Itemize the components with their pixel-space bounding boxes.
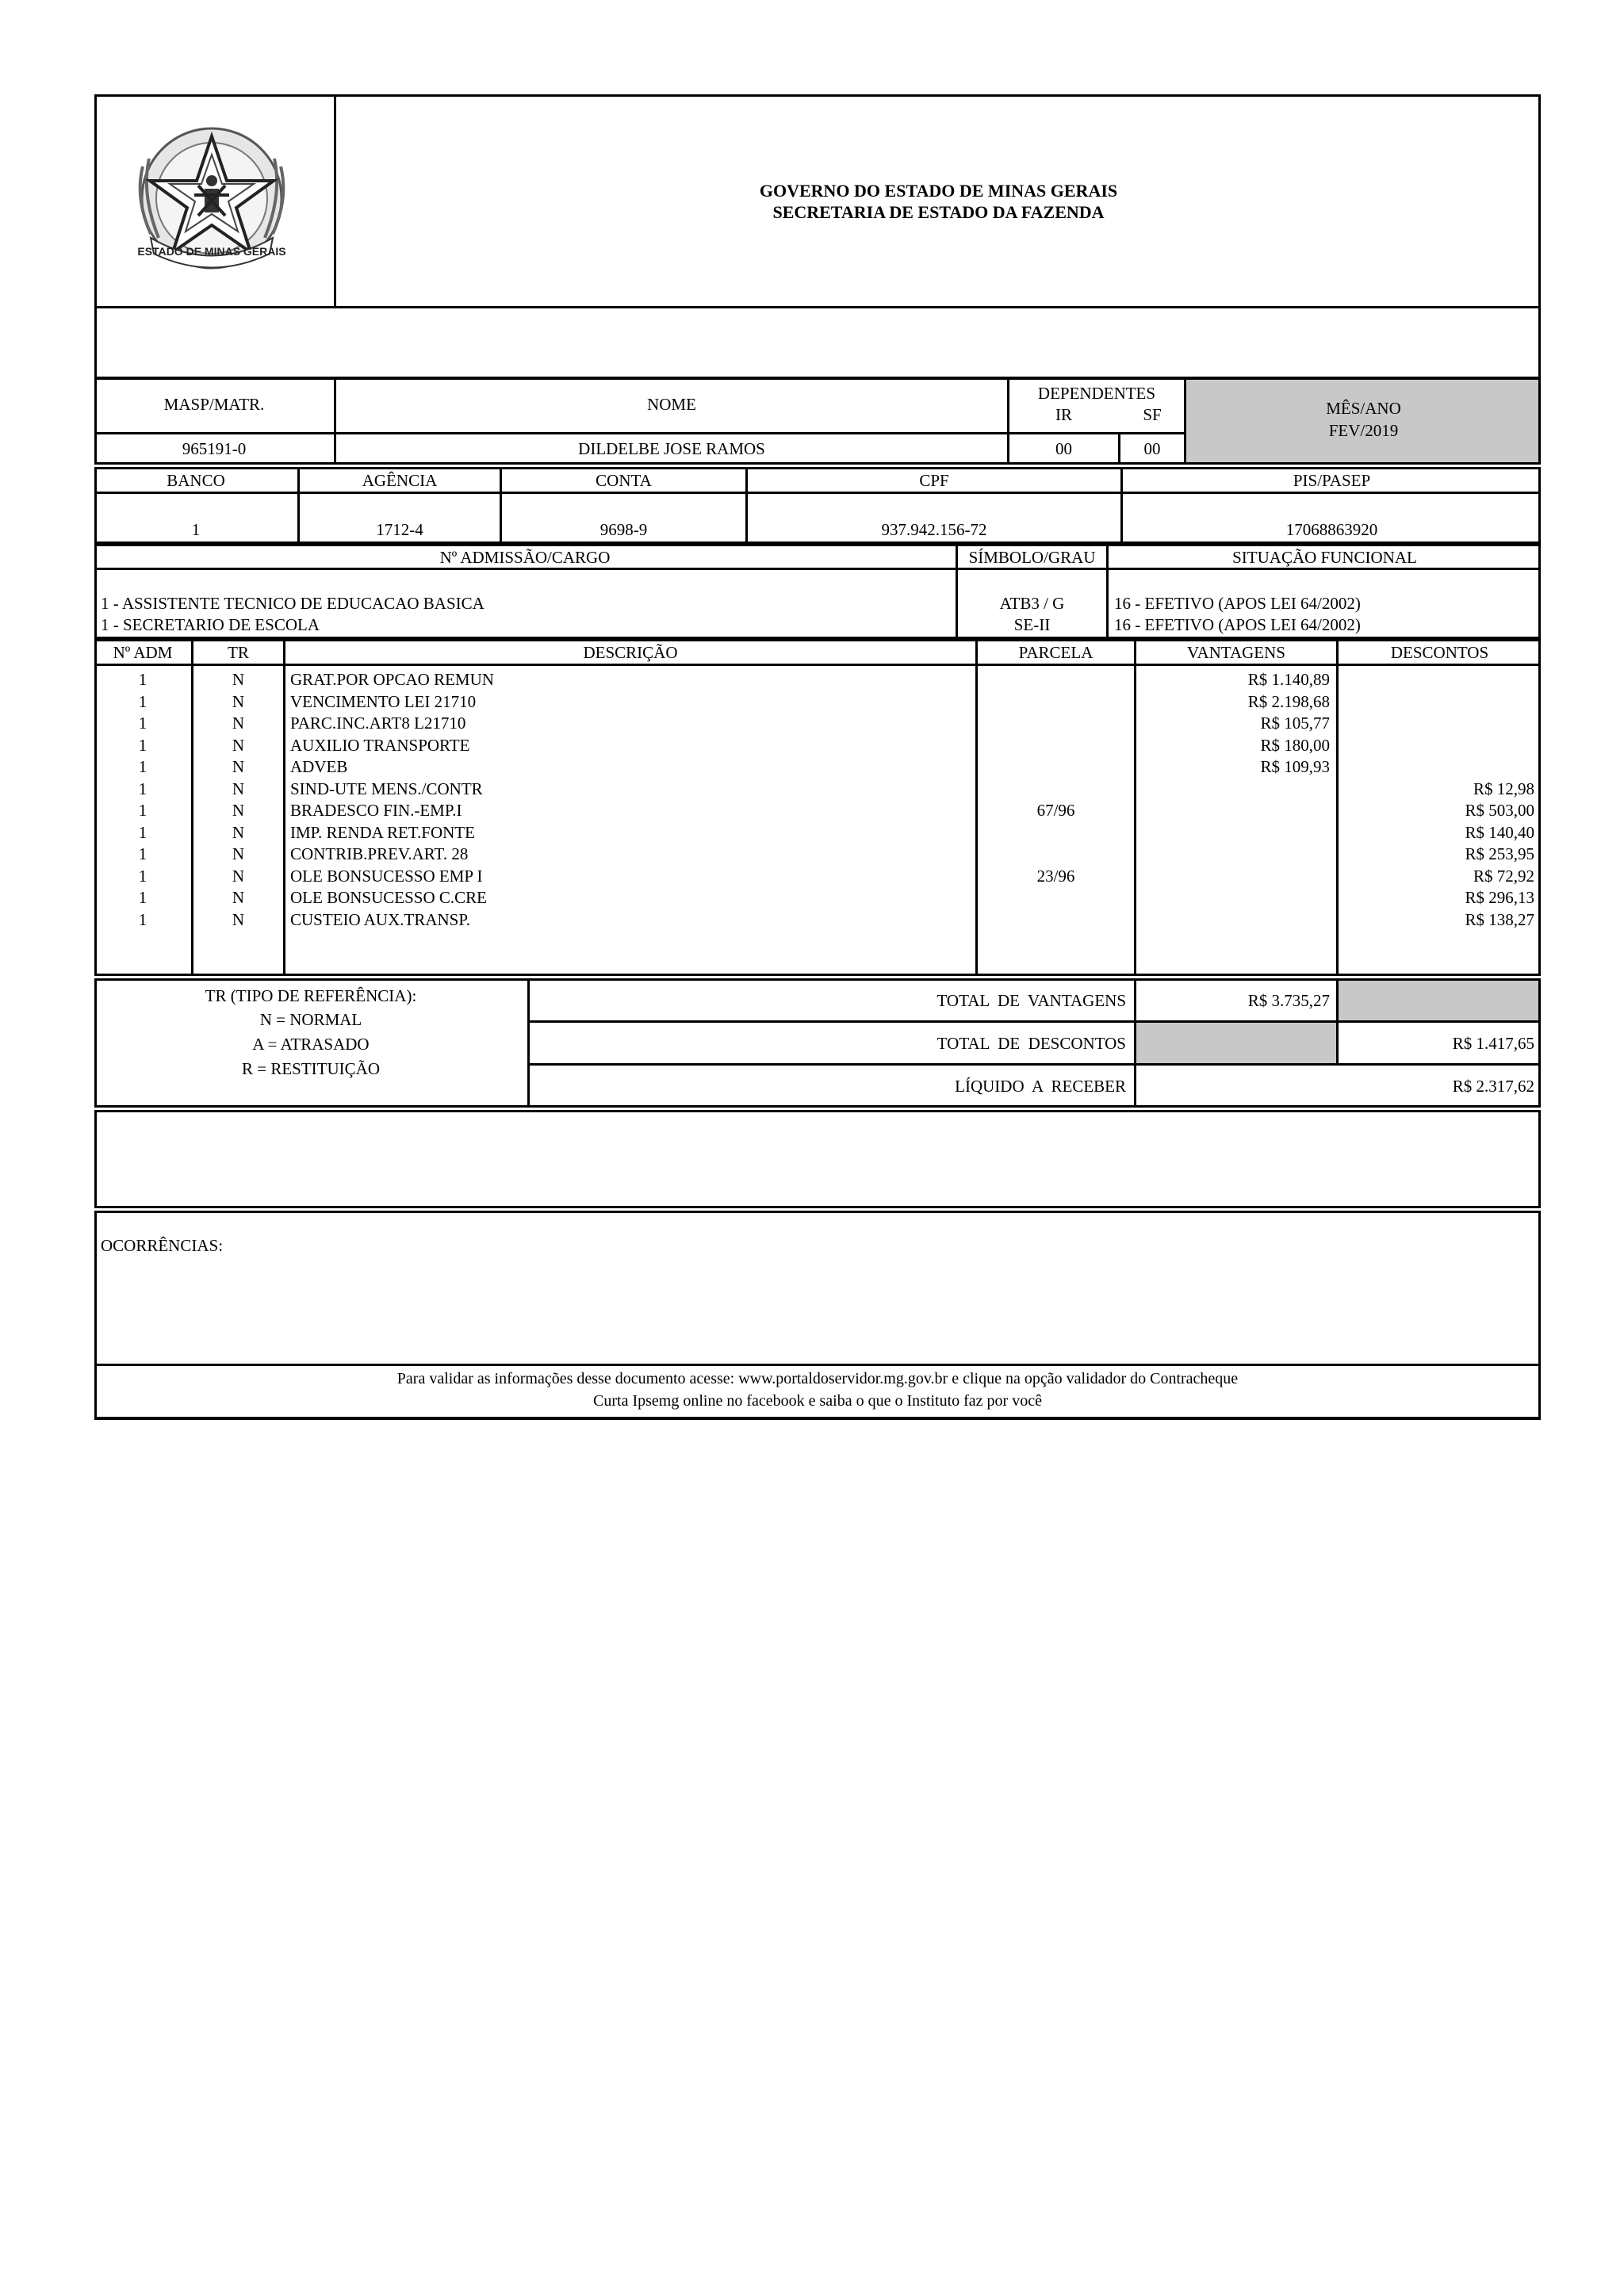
- situacao-label: SITUAÇÃO FUNCIONAL: [1232, 548, 1417, 567]
- item-vantagem: R$ 109,93: [1260, 757, 1330, 776]
- identity-row-divider: [94, 432, 1186, 434]
- totals-row-divider-1: [527, 1020, 1541, 1023]
- liquido-label: LÍQUIDO A RECEBER: [955, 1077, 1126, 1096]
- item-descricao: SIND-UTE MENS./CONTR: [290, 779, 483, 798]
- seal-text: ESTADO DE MINAS GERAIS: [137, 245, 286, 258]
- total-descontos-label: TOTAL DE DESCONTOS: [936, 1034, 1126, 1053]
- blank-box: [94, 1110, 1541, 1208]
- item-descricao: OLE BONSUCESSO C.CRE: [290, 888, 487, 907]
- nome-label: NOME: [647, 395, 696, 414]
- ir-value: 00: [1055, 439, 1072, 458]
- items-col-divider-4: [1134, 639, 1136, 976]
- legend-atrasado: A = ATRASADO: [252, 1035, 370, 1054]
- situacao-value: 16 - EFETIVO (APOS LEI 64/2002): [1114, 594, 1361, 613]
- item-tr: N: [232, 757, 245, 776]
- item-tr: N: [232, 670, 245, 689]
- item-adm: 1: [138, 691, 147, 711]
- total-vantagens-label: TOTAL DE VANTAGENS: [936, 991, 1126, 1010]
- item-descricao: BRADESCO FIN.-EMP.I: [290, 801, 462, 820]
- header-divider: [334, 94, 336, 308]
- col-header-vantagens: VANTAGENS: [1187, 643, 1285, 662]
- totals-row-divider-2: [527, 1063, 1541, 1066]
- item-descricao: GRAT.POR OPCAO REMUN: [290, 670, 494, 689]
- conta-label: CONTA: [596, 471, 652, 490]
- item-descricao: VENCIMENTO LEI 21710: [290, 691, 477, 711]
- item-desconto: R$ 140,40: [1465, 822, 1534, 842]
- legend-restituicao: R = RESTITUIÇÃO: [241, 1059, 380, 1078]
- item-desconto: R$ 253,95: [1465, 844, 1534, 863]
- item-adm: 1: [138, 909, 147, 929]
- item-adm: 1: [138, 822, 147, 842]
- header-box: [94, 94, 1541, 308]
- nome-value: DILDELBE JOSE RAMOS: [578, 439, 765, 458]
- item-adm: 1: [138, 757, 147, 776]
- masp-label: MASP/MATR.: [163, 395, 265, 414]
- item-tr: N: [232, 691, 245, 711]
- banco-label: BANCO: [167, 471, 225, 490]
- col-header-descontos: DESCONTOS: [1390, 643, 1489, 662]
- item-descricao: CONTRIB.PREV.ART. 28: [290, 844, 469, 863]
- cargo-value: 1 - SECRETARIO DE ESCOLA: [101, 615, 320, 634]
- agencia-value: 1712-4: [376, 520, 423, 539]
- banco-value: 1: [191, 520, 201, 539]
- total-descontos-value: R$ 1.417,65: [1452, 1034, 1534, 1053]
- item-descricao: IMP. RENDA RET.FONTE: [290, 822, 475, 842]
- item-descricao: OLE BONSUCESSO EMP I: [290, 866, 483, 886]
- item-descricao: AUXILIO TRANSPORTE: [290, 735, 470, 755]
- cargo-value: 1 - ASSISTENTE TECNICO DE EDUCACAO BASICA: [101, 594, 485, 613]
- footer-divider: [94, 1364, 1541, 1366]
- legend-title: TR (TIPO DE REFERÊNCIA):: [205, 986, 417, 1005]
- item-desconto: R$ 503,00: [1465, 801, 1534, 820]
- item-parcela: 67/96: [1036, 801, 1075, 820]
- sf-value: 00: [1143, 439, 1161, 458]
- item-tr: N: [232, 779, 245, 798]
- situacao-value: 16 - EFETIVO (APOS LEI 64/2002): [1114, 615, 1361, 634]
- item-adm: 1: [138, 866, 147, 886]
- item-adm: 1: [138, 714, 147, 733]
- state-seal-logo: [119, 119, 305, 281]
- simbolo-value: SE-II: [1013, 615, 1051, 634]
- dependentes-label: DEPENDENTES: [1037, 384, 1156, 403]
- item-adm: 1: [138, 844, 147, 863]
- liquido-value: R$ 2.317,62: [1452, 1077, 1534, 1096]
- item-desconto: R$ 138,27: [1465, 909, 1534, 929]
- col-header-descricao: DESCRIÇÃO: [583, 643, 678, 662]
- item-adm: 1: [138, 735, 147, 755]
- total-vantagens-value: R$ 3.735,27: [1247, 991, 1330, 1010]
- item-tr: N: [232, 801, 245, 820]
- items-header-divider: [94, 664, 1541, 666]
- item-adm: 1: [138, 779, 147, 798]
- col-header-adm: Nº ADM: [113, 643, 173, 662]
- items-col-divider-2: [283, 639, 285, 976]
- item-descricao: ADVEB: [290, 757, 348, 776]
- item-descricao: CUSTEIO AUX.TRANSP.: [290, 909, 470, 929]
- pis-value: 17068863920: [1285, 520, 1378, 539]
- simbolo-value: ATB3 / G: [999, 594, 1065, 613]
- item-adm: 1: [138, 888, 147, 907]
- item-tr: N: [232, 822, 245, 842]
- blank-band: [94, 306, 1541, 379]
- item-tr: N: [232, 714, 245, 733]
- item-tr: N: [232, 844, 245, 863]
- identity-col-divider-3: [1184, 377, 1186, 465]
- ocorrencias-box: [94, 1211, 1541, 1419]
- item-tr: N: [232, 866, 245, 886]
- sf-label: SF: [1143, 405, 1162, 424]
- item-adm: 1: [138, 670, 147, 689]
- header-title-government: GOVERNO DO ESTADO DE MINAS GERAIS: [759, 181, 1118, 201]
- item-tr: N: [232, 735, 245, 755]
- footer-ipsemg-text: Curta Ipsemg online no facebook e saiba o que o Instituto faz por você: [593, 1392, 1042, 1410]
- item-tr: N: [232, 888, 245, 907]
- item-desconto: R$ 12,98: [1473, 779, 1534, 798]
- mesano-value: FEV/2019: [1328, 421, 1399, 440]
- agencia-label: AGÊNCIA: [362, 471, 438, 490]
- item-desconto: R$ 296,13: [1465, 888, 1534, 907]
- conta-value: 9698-9: [599, 520, 648, 539]
- legend-normal: N = NORMAL: [259, 1010, 362, 1029]
- cpf-label: CPF: [919, 471, 949, 490]
- pis-label: PIS/PASEP: [1293, 471, 1371, 490]
- item-parcela: 23/96: [1036, 866, 1075, 886]
- item-adm: 1: [138, 801, 147, 820]
- item-vantagem: R$ 1.140,89: [1247, 670, 1330, 689]
- footer-bottom-rule: [94, 1417, 1541, 1420]
- col-header-tr: TR: [228, 643, 249, 662]
- cargo-label: Nº ADMISSÃO/CARGO: [439, 548, 611, 567]
- item-vantagem: R$ 105,77: [1260, 714, 1330, 733]
- admission-row-divider: [94, 568, 1541, 570]
- mesano-label: MÊS/ANO: [1326, 399, 1401, 418]
- item-tr: N: [232, 909, 245, 929]
- simbolo-label: SÍMBOLO/GRAU: [968, 548, 1096, 567]
- item-desconto: R$ 72,92: [1473, 866, 1534, 886]
- ocorrencias-label: OCORRÊNCIAS:: [101, 1236, 224, 1255]
- footer-validation-text: Para validar as informações desse documento acesse: www.portaldoservidor.mg.gov.br e clique na opção validador do Contracheque: [396, 1370, 1239, 1387]
- cpf-value: 937.942.156-72: [881, 520, 987, 539]
- item-vantagem: R$ 2.198,68: [1247, 691, 1330, 711]
- bank-row-divider: [94, 492, 1541, 494]
- item-descricao: PARC.INC.ART8 L21710: [290, 714, 466, 733]
- masp-value: 965191-0: [182, 439, 247, 458]
- item-vantagem: R$ 180,00: [1260, 735, 1330, 755]
- col-header-parcela: PARCELA: [1018, 643, 1094, 662]
- ir-label: IR: [1055, 405, 1072, 424]
- header-title-secretariat: SECRETARIA DE ESTADO DA FAZENDA: [772, 202, 1105, 222]
